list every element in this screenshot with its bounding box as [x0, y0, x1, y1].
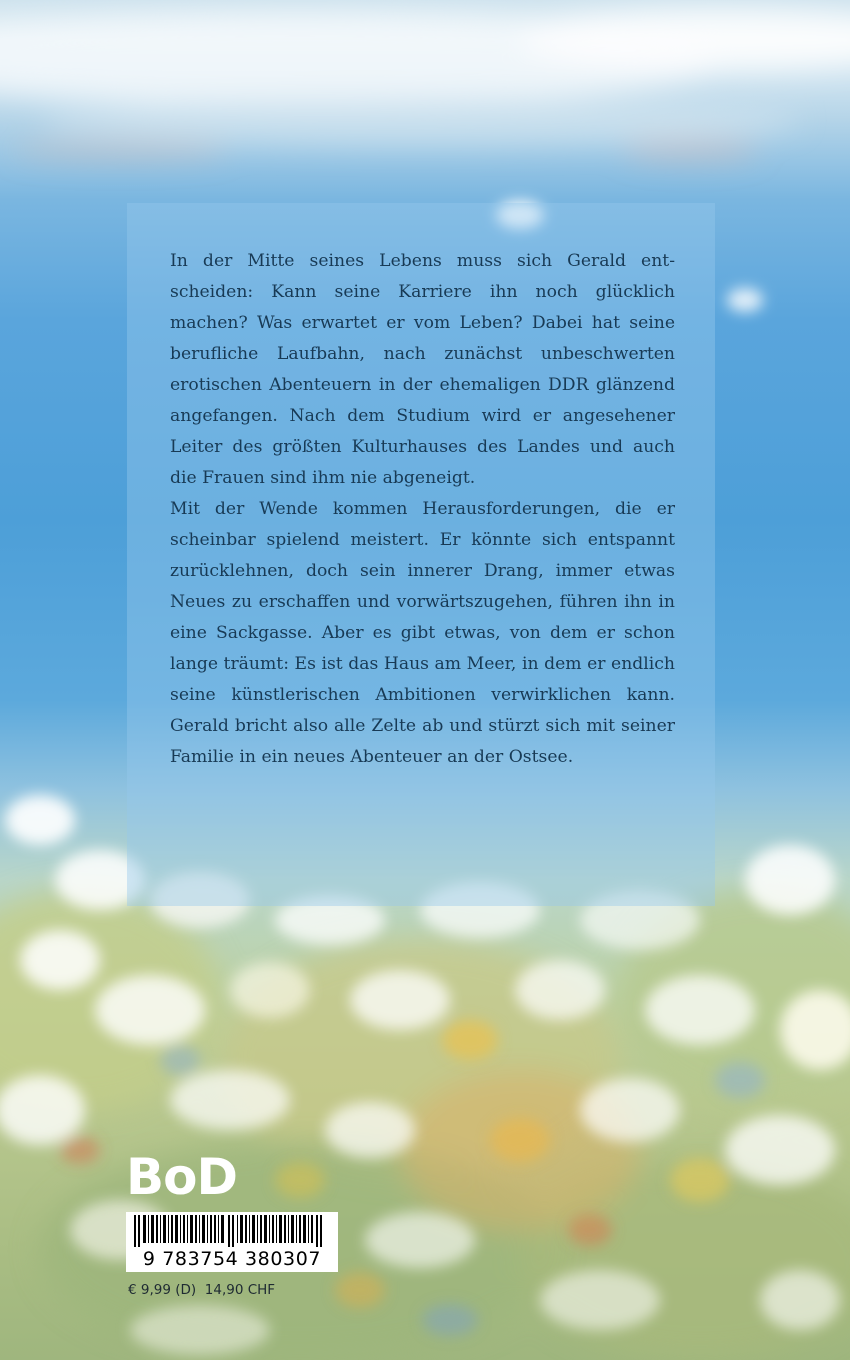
blurb-paragraph-1: In der Mitte seines Lebens muss sich Gerald entscheiden: Kann seine Karriere ihn noch glücklich machen? Was erwartet er vom Leben? Dabei hat seine berufliche Laufbahn, nach zunächst unbeschwerten erotischen Abenteuern in der ehemaligen DDR glänzend angefangen. Nach dem Studium wird er angesehener Leiter des größten Kulturhauses des Landes und auch die Frauen sind ihm nie abgeneigt. — [170, 251, 675, 488]
back-cover-blurb — [170, 246, 675, 773]
price-switzerland: 14,90 CHF — [204, 1282, 276, 1298]
price-germany: € 9,99 (D) — [128, 1282, 197, 1298]
isbn-barcode — [126, 1212, 338, 1272]
isbn-number: 9 783754 380307 — [142, 1248, 322, 1270]
price-line — [128, 1280, 275, 1300]
sky-clouds — [0, 10, 850, 162]
publisher-logo: BoD — [126, 1148, 237, 1206]
blurb-paragraph-2: Mit der Wende kommen Herausforderungen, die er scheinbar spielend meistert. Er könnte sich entspannt zurücklehnen, doch sein innerer Drang, immer etwas Neues zu erschaffen und vorwärtszugehen, führen ihn in eine Sackgasse. Aber es gibt etwas, von dem er schon lange träumt: Es ist das Haus am Meer, in dem er endlich seine künstlerischen Ambitionen verwirklichen kann. Gerald bricht also alle Zelte ab und stürzt sich mit seiner Familie in ein neues Abenteuer an der Ostsee. — [170, 499, 675, 767]
barcode-bars — [132, 1215, 332, 1247]
